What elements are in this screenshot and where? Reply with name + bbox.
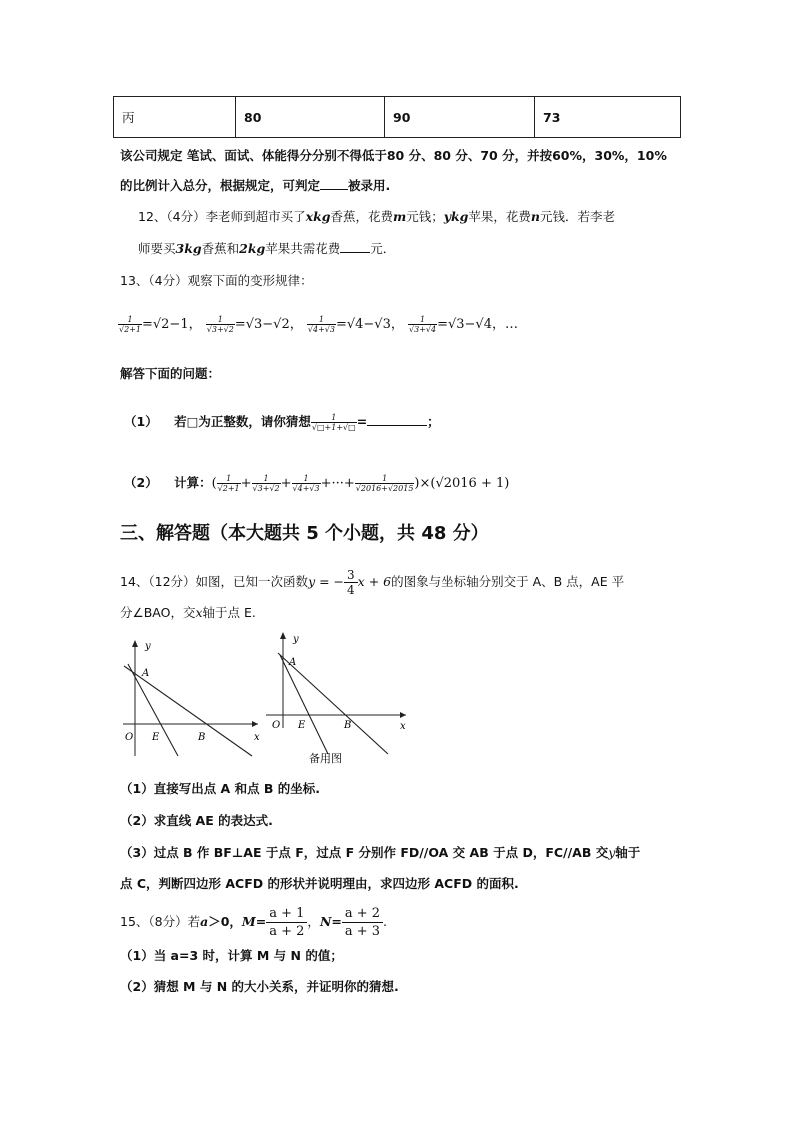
q12-line2 (138, 241, 395, 257)
denominator: √3+√2 (252, 484, 280, 493)
q12-text: 苹果共需花费 (265, 241, 341, 256)
q12-text: 香蕉和 (201, 241, 240, 256)
sum-expression (212, 476, 510, 491)
graph-figure (118, 636, 260, 760)
q12-text: 香蕉，花费 (330, 209, 393, 224)
plus-sign: + (240, 476, 252, 491)
equals-sign: = (356, 414, 368, 429)
q12-text: 苹果，花费 (468, 209, 531, 224)
q15-text: 15、（8分）若 (120, 914, 201, 929)
var-n: N= (319, 914, 342, 929)
function-expression: y = − (308, 574, 345, 589)
numerator: a + 2 (344, 906, 381, 921)
backup-caption: 备用图 (309, 752, 342, 765)
q14-text: 的图象与坐标轴分别交于 A、B 点，AE 平 (391, 574, 625, 589)
backup-graph-figure (266, 628, 412, 770)
q12-text: 元钱； (406, 209, 444, 224)
fraction-n (342, 905, 383, 940)
score-table (113, 96, 681, 138)
label-y: y (145, 641, 151, 652)
line-ae (280, 655, 328, 754)
denominator: √2+1 (119, 325, 141, 334)
unit-kg: kg (313, 209, 331, 224)
label-x: x (254, 732, 260, 743)
q15-line1 (120, 902, 387, 942)
ellipsis-plus: +···+ (320, 476, 355, 491)
q11-text-end: 被录用. (348, 178, 391, 193)
numerator: 1 (303, 474, 309, 483)
rule-result: =√4−√3， (335, 317, 404, 332)
numerator: 1 (382, 474, 388, 483)
table-cell: 丙 (114, 97, 236, 138)
paren: ( (211, 476, 217, 491)
fraction (252, 474, 281, 493)
x-axis-arrow (400, 712, 406, 718)
function-expression: x + 6 (357, 574, 392, 589)
q14-part3-line2: 点 C，判断四边形 ACFD 的形状并说明理由，求四边形 ACFD 的面积. (120, 876, 519, 891)
part-label: （2） (124, 475, 158, 490)
fraction (292, 474, 321, 493)
denominator: √3+√2 (206, 325, 234, 334)
label-x: x (400, 721, 406, 732)
label-b: B (198, 732, 206, 743)
x-axis-arrow (252, 721, 258, 727)
q11-line1: 该公司规定 笔试、面试、体能得分分别不得低于80 分、80 分、70 分，并按60%，30%，10% (120, 148, 667, 163)
label-a: A (142, 668, 150, 679)
numerator: 1 (127, 315, 133, 324)
q15-part2: （2）猜想 M 与 N 的大小关系，并证明你的猜想. (120, 979, 399, 994)
unit-kg: kg (184, 241, 202, 256)
unit-kg: kg (451, 209, 469, 224)
q12-text: 12、（4分）李老师到超市买了 (138, 209, 306, 224)
denominator: √4+√3 (307, 325, 335, 334)
q14-text: 分∠BAO，交 (120, 605, 196, 620)
unit-kg: kg (247, 241, 266, 256)
denominator: √4+√3 (292, 484, 320, 493)
q14-text: （3）过点 B 作 BF⊥AE 于点 F，过点 F 分别作 FD//OA 交 AB 于点 D，FC//AB 交 (120, 845, 609, 860)
fraction (344, 568, 358, 597)
q13-rule (118, 313, 518, 334)
product-factor: )×(√2016 + 1) (414, 476, 510, 491)
table-cell: 80 (236, 97, 385, 138)
table-cell: 73 (535, 97, 681, 138)
denominator: a + 3 (342, 922, 383, 940)
q11-text: 的比例计入总分，根据规定，可判定 (120, 178, 321, 193)
rule-result: =√3−√4，… (437, 317, 518, 332)
var-n: n (530, 209, 541, 224)
q14-text: 轴于 (615, 845, 641, 860)
numerator: 1 (263, 474, 269, 483)
fraction (408, 315, 437, 334)
var-a: a (200, 914, 209, 929)
plus-sign: + (280, 476, 292, 491)
fraction (206, 315, 235, 334)
q13-answer-intro: 解答下面的问题： (120, 366, 221, 381)
q14-part3-line1 (120, 845, 640, 861)
fraction (307, 315, 336, 334)
section-title: 三、解答题（本大题共 5 个小题，共 48 分） (120, 523, 489, 544)
label-o: O (272, 720, 281, 731)
numerator: 3 (347, 568, 355, 582)
numerator: 1 (419, 315, 426, 324)
var-y: y (608, 845, 616, 860)
q14-part2: （2）求直线 AE 的表达式. (120, 813, 273, 828)
q12-text: 元． (370, 241, 396, 256)
var-x: x (195, 605, 203, 620)
comma: ， (307, 914, 320, 929)
fraction (311, 413, 357, 432)
q14-part1: （1）直接写出点 A 和点 B 的坐标. (120, 781, 321, 796)
var-m: M= (241, 914, 267, 929)
numerator: 1 (331, 413, 337, 422)
rule-result: =√3−√2， (234, 317, 303, 332)
label-a: A (289, 657, 297, 668)
q15-text: ＞0， (208, 914, 242, 929)
numerator: a + 1 (269, 906, 305, 921)
fraction (355, 474, 415, 493)
label-e: E (298, 720, 306, 731)
q11-line2 (120, 178, 390, 194)
part-text: 计算： (174, 475, 212, 490)
denominator: √2+1 (217, 484, 240, 493)
numerator: 1 (318, 315, 324, 324)
y-axis-arrow (132, 640, 138, 647)
label-e: E (152, 732, 160, 743)
q14-text: 14、（12分）如图，已知一次函数 (120, 574, 309, 589)
rule-result: =√2−1， (141, 317, 202, 332)
q14-text: 轴于点 E. (202, 605, 256, 620)
denominator: √2016+√2015 (355, 484, 414, 493)
q12-line1 (138, 209, 615, 225)
answer-blank (367, 415, 427, 426)
answer-blank (340, 242, 370, 253)
label-y: y (293, 634, 299, 645)
num-2: 2 (239, 241, 248, 256)
denominator: 4 (344, 582, 358, 597)
table-cell: 90 (385, 97, 535, 138)
denominator: √□+1+√□ (311, 423, 356, 432)
q12-text: 元钱．若李老 (540, 209, 616, 224)
line-ab (124, 666, 252, 756)
q12-text: 师要买 (138, 241, 176, 256)
q13-part1 (124, 413, 440, 432)
y-axis-arrow (280, 632, 286, 639)
var-x: x (305, 209, 314, 224)
part-label: （1） (124, 414, 158, 429)
denominator: √3+√4 (409, 325, 437, 334)
var-m: m (392, 209, 407, 224)
numerator: 1 (217, 315, 223, 324)
part-text: 若□为正整数，请你猜想 (174, 414, 311, 429)
label-o: O (125, 732, 134, 743)
numerator: 1 (226, 474, 232, 483)
q14-line2 (120, 605, 256, 621)
q13-title: 13、（4分）观察下面的变形规律： (120, 273, 313, 288)
q13-part2 (124, 474, 509, 493)
answer-blank (320, 179, 348, 190)
fraction (217, 474, 241, 493)
line-ab (278, 653, 388, 754)
denominator: a + 2 (266, 922, 307, 940)
period: . (383, 914, 388, 929)
fraction-m (266, 905, 307, 940)
label-b: B (344, 720, 352, 731)
q14-line1 (120, 568, 624, 597)
num-3: 3 (175, 241, 185, 256)
table-row (114, 97, 681, 138)
q15-part1: （1）当 a=3 时，计算 M 与 N 的值； (120, 948, 343, 963)
fraction (118, 315, 142, 334)
part-end: ； (427, 414, 440, 429)
var-y: y (443, 209, 451, 224)
